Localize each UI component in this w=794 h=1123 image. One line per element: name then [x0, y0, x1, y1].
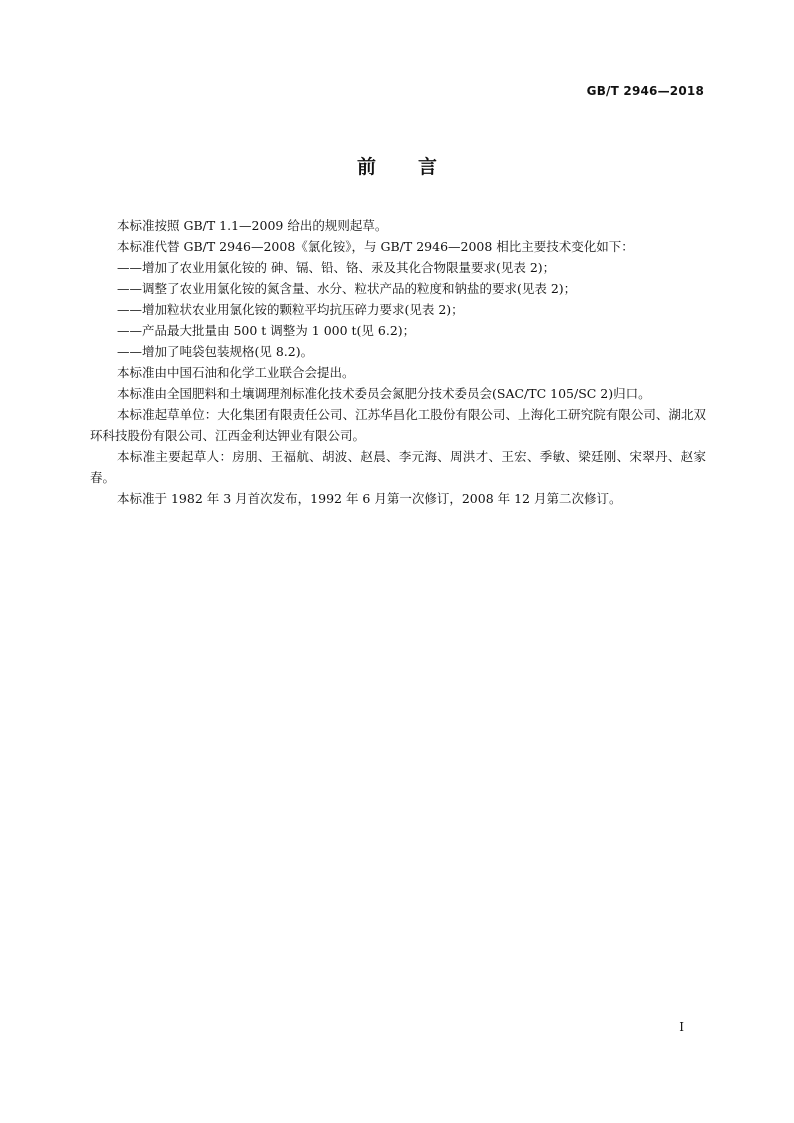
- change-item-crushing-strength: ——增加粒状农业用氯化铵的颗粒平均抗压碎力要求(见表 2)；: [117, 302, 464, 317]
- change-item-packaging: ——增加了吨袋包装规格(见 8.2)。: [117, 344, 314, 359]
- paragraph-drafting-rules: 本标准按照 GB/T 1.1—2009 给出的规则起草。: [117, 218, 388, 233]
- change-item-nitrogen-content: ——调整了农业用氯化铵的氮含量、水分、粒状产品的粒度和钠盐的要求(见表 2)；: [117, 281, 577, 296]
- page-title: 前言: [356, 156, 479, 178]
- paragraph-history: 本标准于 1982 年 3 月首次发布，1992 年 6 月第一次修订，2008 年 12 月第二次修订。: [117, 491, 622, 506]
- paragraph-replaces: 本标准代替 GB/T 2946—2008《氯化铵》，与 GB/T 2946—2008 相比主要技术变化如下：: [117, 239, 634, 254]
- paragraph-drafting-organizations: 本标准起草单位：大化集团有限责任公司、江苏华昌化工股份有限公司、上海化工研究院有限公司、湖北双环科技股份有限公司、江西金利达钾业有限公司。: [90, 407, 706, 443]
- page-number: I: [679, 1020, 684, 1034]
- paragraph-drafters: 本标准主要起草人：房朋、王福航、胡波、赵晨、李元海、周洪才、王宏、季敏、梁廷刚、宋翠丹、赵家春。: [90, 449, 706, 485]
- paragraph-under-jurisdiction: 本标准由全国肥料和土壤调理剂标准化技术委员会氮肥分技术委员会(SAC/TC 105/SC 2)归口。: [117, 386, 651, 401]
- foreword-body: [90, 215, 706, 509]
- change-item-batch-size: ——产品最大批量由 500 t 调整为 1 000 t(见 6.2)；: [117, 323, 416, 338]
- change-item-heavy-metals: ——增加了农业用氯化铵的 砷、镉、铅、铬、汞及其化合物限量要求(见表 2)；: [117, 260, 556, 275]
- paragraph-proposed-by: 本标准由中国石油和化学工业联合会提出。: [117, 365, 355, 380]
- standard-number: GB/T 2946—2018: [586, 84, 704, 98]
